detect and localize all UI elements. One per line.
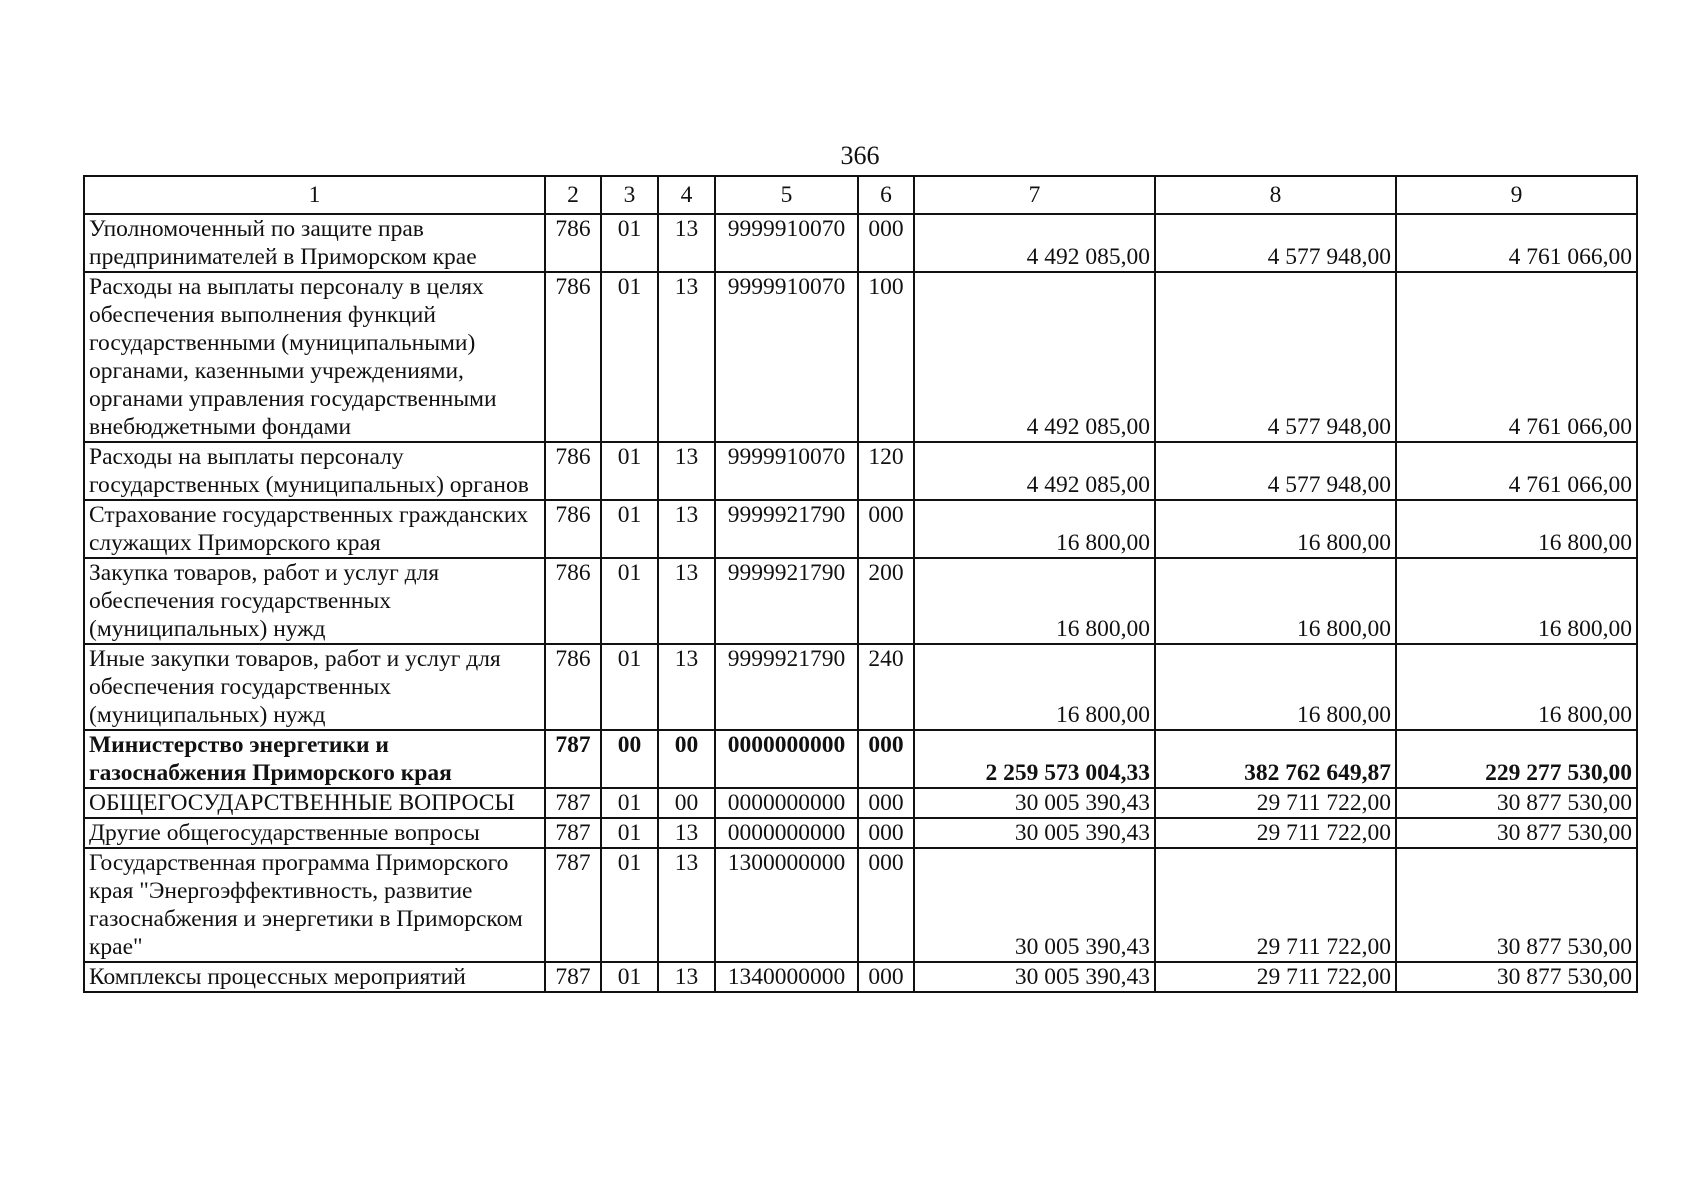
row-code: 000 [858,214,914,272]
column-header: 2 [545,176,601,214]
row-code: 01 [601,962,658,992]
row-code: 787 [545,848,601,962]
row-amount: 4 492 085,00 [914,272,1155,442]
row-amount: 16 800,00 [1396,558,1637,644]
row-description: ОБЩЕГОСУДАРСТВЕННЫЕ ВОПРОСЫ [84,788,545,818]
row-code: 787 [545,730,601,788]
row-code: 786 [545,442,601,500]
row-description: Министерство энергетики и газоснабжения Приморского края [84,730,545,788]
table-row [84,500,1637,558]
row-amount: 29 711 722,00 [1155,788,1396,818]
row-amount: 382 762 649,87 [1155,730,1396,788]
table-row [84,788,1637,818]
row-code: 0000000000 [715,788,858,818]
row-code: 13 [658,558,715,644]
row-code: 000 [858,818,914,848]
row-description: Расходы на выплаты персоналу в целях обеспечения выполнения функций государственными (муниципальными) органами, казенными учреждениями, органами управления государственными внебюджетными фондами [84,272,545,442]
row-code: 01 [601,214,658,272]
column-header: 1 [84,176,545,214]
row-code: 1340000000 [715,962,858,992]
row-amount: 4 761 066,00 [1396,214,1637,272]
row-code: 200 [858,558,914,644]
row-description: Государственная программа Приморского края "Энергоэффективность, развитие газоснабжения и энергетики в Приморском крае" [84,848,545,962]
column-header: 9 [1396,176,1637,214]
table-row [84,442,1637,500]
row-amount: 16 800,00 [1396,644,1637,730]
row-code: 01 [601,272,658,442]
row-amount: 4 492 085,00 [914,214,1155,272]
row-code: 13 [658,848,715,962]
row-code: 13 [658,214,715,272]
row-amount: 16 800,00 [1396,500,1637,558]
row-description: Закупка товаров, работ и услуг для обеспечения государственных (муниципальных) нужд [84,558,545,644]
row-description: Иные закупки товаров, работ и услуг для обеспечения государственных (муниципальных) нужд [84,644,545,730]
row-amount: 30 877 530,00 [1396,962,1637,992]
row-amount: 4 761 066,00 [1396,272,1637,442]
row-code: 240 [858,644,914,730]
row-code: 13 [658,272,715,442]
row-code: 000 [858,500,914,558]
row-amount: 16 800,00 [1155,558,1396,644]
row-description: Страхование государственных гражданских служащих Приморского края [84,500,545,558]
row-code: 01 [601,848,658,962]
row-amount: 4 492 085,00 [914,442,1155,500]
row-code: 9999910070 [715,442,858,500]
row-amount: 2 259 573 004,33 [914,730,1155,788]
row-code: 13 [658,442,715,500]
row-code: 787 [545,818,601,848]
table-row [84,272,1637,442]
row-amount: 229 277 530,00 [1396,730,1637,788]
row-code: 00 [658,730,715,788]
row-description: Другие общегосударственные вопросы [84,818,545,848]
row-code: 787 [545,788,601,818]
table-row [84,558,1637,644]
row-amount: 29 711 722,00 [1155,818,1396,848]
row-code: 13 [658,644,715,730]
row-amount: 30 005 390,43 [914,788,1155,818]
column-header: 8 [1155,176,1396,214]
row-code: 13 [658,818,715,848]
row-code: 01 [601,442,658,500]
row-amount: 4 577 948,00 [1155,272,1396,442]
row-code: 9999910070 [715,214,858,272]
column-header: 4 [658,176,715,214]
row-code: 9999910070 [715,272,858,442]
row-code: 00 [658,788,715,818]
table-row [84,214,1637,272]
row-code: 00 [601,730,658,788]
row-amount: 16 800,00 [914,500,1155,558]
row-code: 000 [858,848,914,962]
row-amount: 30 005 390,43 [914,818,1155,848]
row-amount: 16 800,00 [1155,500,1396,558]
row-code: 000 [858,788,914,818]
row-code: 120 [858,442,914,500]
row-amount: 4 577 948,00 [1155,442,1396,500]
column-header: 6 [858,176,914,214]
row-code: 786 [545,214,601,272]
row-amount: 4 577 948,00 [1155,214,1396,272]
row-code: 9999921790 [715,500,858,558]
budget-table [83,175,1638,993]
row-description: Расходы на выплаты персоналу государственных (муниципальных) органов [84,442,545,500]
row-description: Комплексы процессных мероприятий [84,962,545,992]
row-amount: 16 800,00 [914,644,1155,730]
row-amount: 30 877 530,00 [1396,788,1637,818]
row-code: 01 [601,818,658,848]
row-code: 01 [601,558,658,644]
row-amount: 30 877 530,00 [1396,818,1637,848]
column-header: 7 [914,176,1155,214]
table-row [84,962,1637,992]
row-code: 787 [545,962,601,992]
row-code: 786 [545,500,601,558]
row-description: Уполномоченный по защите прав предпринимателей в Приморском крае [84,214,545,272]
row-code: 786 [545,272,601,442]
table-row-ministry [84,730,1637,788]
row-code: 13 [658,962,715,992]
column-header: 5 [715,176,858,214]
row-code: 0000000000 [715,818,858,848]
row-code: 000 [858,730,914,788]
table-row [84,818,1637,848]
row-amount: 30 005 390,43 [914,962,1155,992]
row-code: 786 [545,644,601,730]
column-header: 3 [601,176,658,214]
row-code: 0000000000 [715,730,858,788]
row-code: 000 [858,962,914,992]
row-amount: 30 877 530,00 [1396,848,1637,962]
header-row [84,176,1637,214]
row-amount: 29 711 722,00 [1155,848,1396,962]
row-amount: 16 800,00 [914,558,1155,644]
page-number: 366 [840,141,880,170]
row-code: 01 [601,500,658,558]
row-amount: 16 800,00 [1155,644,1396,730]
row-code: 9999921790 [715,644,858,730]
row-code: 786 [545,558,601,644]
row-code: 01 [601,644,658,730]
row-code: 9999921790 [715,558,858,644]
row-code: 13 [658,500,715,558]
row-code: 01 [601,788,658,818]
row-amount: 29 711 722,00 [1155,962,1396,992]
row-amount: 30 005 390,43 [914,848,1155,962]
row-code: 100 [858,272,914,442]
table-row [84,848,1637,962]
row-amount: 4 761 066,00 [1396,442,1637,500]
table-row [84,644,1637,730]
row-code: 1300000000 [715,848,858,962]
